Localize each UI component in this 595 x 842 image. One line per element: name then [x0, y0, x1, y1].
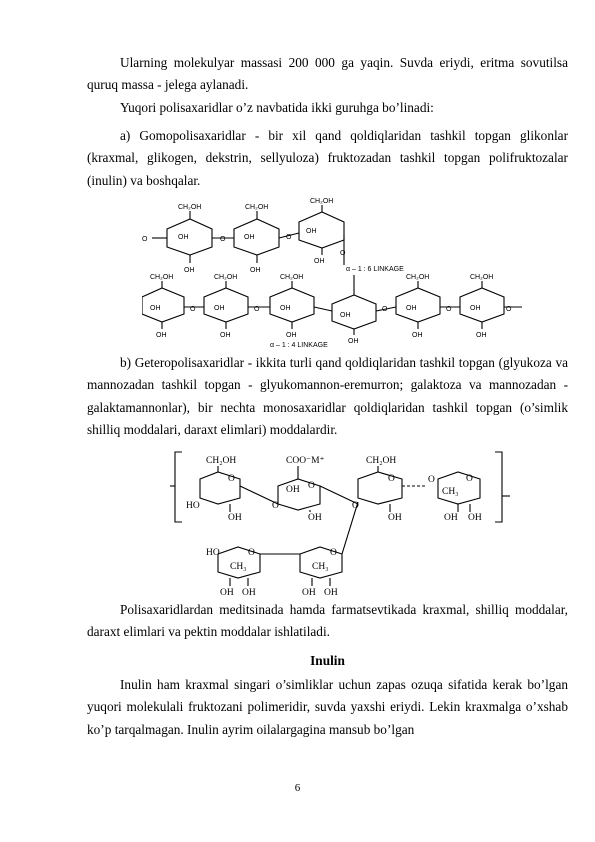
paragraph-6: Inulin ham kraxmal singari o’simliklar uchun zapas ozuqa sifatida kerak bo’lgan yuqori molekulali fruktozani polimeridir, suvda yaxshi eriydi. Lekin kraxmalga o’xshab ko’p tarqalmagan. Inulin ayrim oilalargagina mansub bo’lgan — [87, 677, 568, 737]
linkage-1-4-label: α – 1 : 4 LINKAGE — [270, 342, 328, 349]
o-label: O — [352, 501, 359, 511]
ch3-label: CH₃ — [230, 562, 247, 572]
oh-label: OH — [220, 588, 234, 598]
oh-label: OH — [214, 305, 225, 312]
oh-label: OH — [250, 267, 261, 274]
oh-label: OH — [340, 312, 351, 319]
oh-label: OH — [150, 305, 161, 312]
paragraph-3: a) Gomopolisaxaridlar - bir xil qand qoldiqlaridan tashkil topgan glikonlar (kraxmal, glikogen, dekstrin, sellyuloza) fruktozadan tashkil topgan polifruktozalar (inulin) va boshqalar. — [87, 128, 568, 188]
ch2oh-label: CH₂OH — [470, 274, 494, 281]
o-label: O — [330, 548, 337, 558]
oh-label: OH — [388, 513, 402, 523]
oh-label: OH — [308, 513, 322, 523]
ch2oh-label: CH₂OH — [214, 274, 238, 281]
oh-label: OH — [412, 332, 423, 339]
glycogen-structure-figure — [142, 197, 542, 349]
o-label: O — [248, 548, 255, 558]
paragraph-1: Ularning molekulyar massasi 200 000 ga yaqin. Suvda eriydi, eritma sovutilsa quruq massa - jelega aylanadi. — [87, 55, 568, 93]
heteropolysaccharide-structure-figure — [170, 446, 515, 598]
ch2oh-label: CH₂OH — [280, 274, 304, 281]
oh-label: OH — [242, 588, 256, 598]
oh-label: OH — [244, 234, 255, 241]
oh-label: OH — [228, 513, 242, 523]
o-label: O — [190, 306, 196, 313]
paragraph-2: Yuqori polisaxaridlar o’z navbatida ikki guruhga bo’linadi: — [120, 100, 434, 115]
oh-label: OH — [286, 485, 300, 495]
page-number: 6 — [294, 782, 301, 794]
oh-label: OH — [306, 228, 317, 235]
oh-label: OH — [314, 258, 325, 265]
oh-label: OH — [184, 267, 195, 274]
oh-label: OH — [220, 332, 231, 339]
ch2oh-label: CH₂OH — [178, 204, 202, 211]
paragraph-5: Polisaxaridlardan meditsinada hamda farmatsevtikada kraxmal, shilliq moddalar, daraxt elimlari va pektin moddalar ishlatiladi. — [87, 602, 568, 640]
ho-label: HO — [206, 548, 220, 558]
oh-label: OH — [286, 332, 297, 339]
oh-label: OH — [468, 513, 482, 523]
linkage-1-6-label: α – 1 : 6 LINKAGE — [346, 266, 404, 273]
ch2oh-label: CH₂OH — [206, 456, 237, 466]
oh-label: OH — [178, 234, 189, 241]
oh-label: OH — [156, 332, 167, 339]
o-label: O — [466, 474, 473, 484]
ch3-label: CH₃ — [442, 487, 459, 497]
o-label: O — [272, 501, 279, 511]
ch2oh-label: CH₂OH — [310, 198, 334, 205]
oh-label: OH — [406, 305, 417, 312]
ho-label: HO — [186, 501, 200, 511]
ch2oh-label: CH₂OH — [406, 274, 430, 281]
section-heading-inulin: Inulin — [310, 653, 345, 668]
ch2oh-label: CH₂OH — [366, 456, 397, 466]
o-label: O — [254, 306, 260, 313]
ch2oh-label: CH₂OH — [150, 274, 174, 281]
ch2oh-label: CH₂OH — [245, 204, 269, 211]
o-label: O — [308, 481, 315, 491]
o-label: O — [388, 474, 395, 484]
coom-label: COO⁻M⁺ — [286, 456, 325, 466]
o-label: O — [446, 306, 452, 313]
oh-label: OH — [302, 588, 316, 598]
oh-label: OH — [470, 305, 481, 312]
o-label: O — [228, 474, 235, 484]
o-label: O — [340, 250, 346, 257]
o-label: O — [382, 306, 388, 313]
oh-label: OH — [444, 513, 458, 523]
o-label: O — [428, 475, 435, 485]
o-label: O — [286, 234, 292, 241]
oh-label: OH — [476, 332, 487, 339]
paragraph-4: b) Geteropolisaxaridlar - ikkita turli qand qoldiqlaridan tashkil topgan (glyukoza va mannozadan tashkil topgan - glyukomannon-eremurron; galaktoza va mannozadan - galaktamannonlar), bir nechta monosaxaridlar qoldiqlaridan tashkil topgan (o’simlik shilliq moddalari, daraxt elimlari) moddalardir. — [87, 355, 568, 437]
o-label: O — [506, 306, 512, 313]
oh-label: OH — [280, 305, 291, 312]
o-label: O — [142, 236, 148, 243]
oh-label: OH — [324, 588, 338, 598]
oh-label: OH — [348, 338, 359, 345]
o-label: O — [220, 236, 226, 243]
ch3-label: CH₃ — [312, 562, 329, 572]
